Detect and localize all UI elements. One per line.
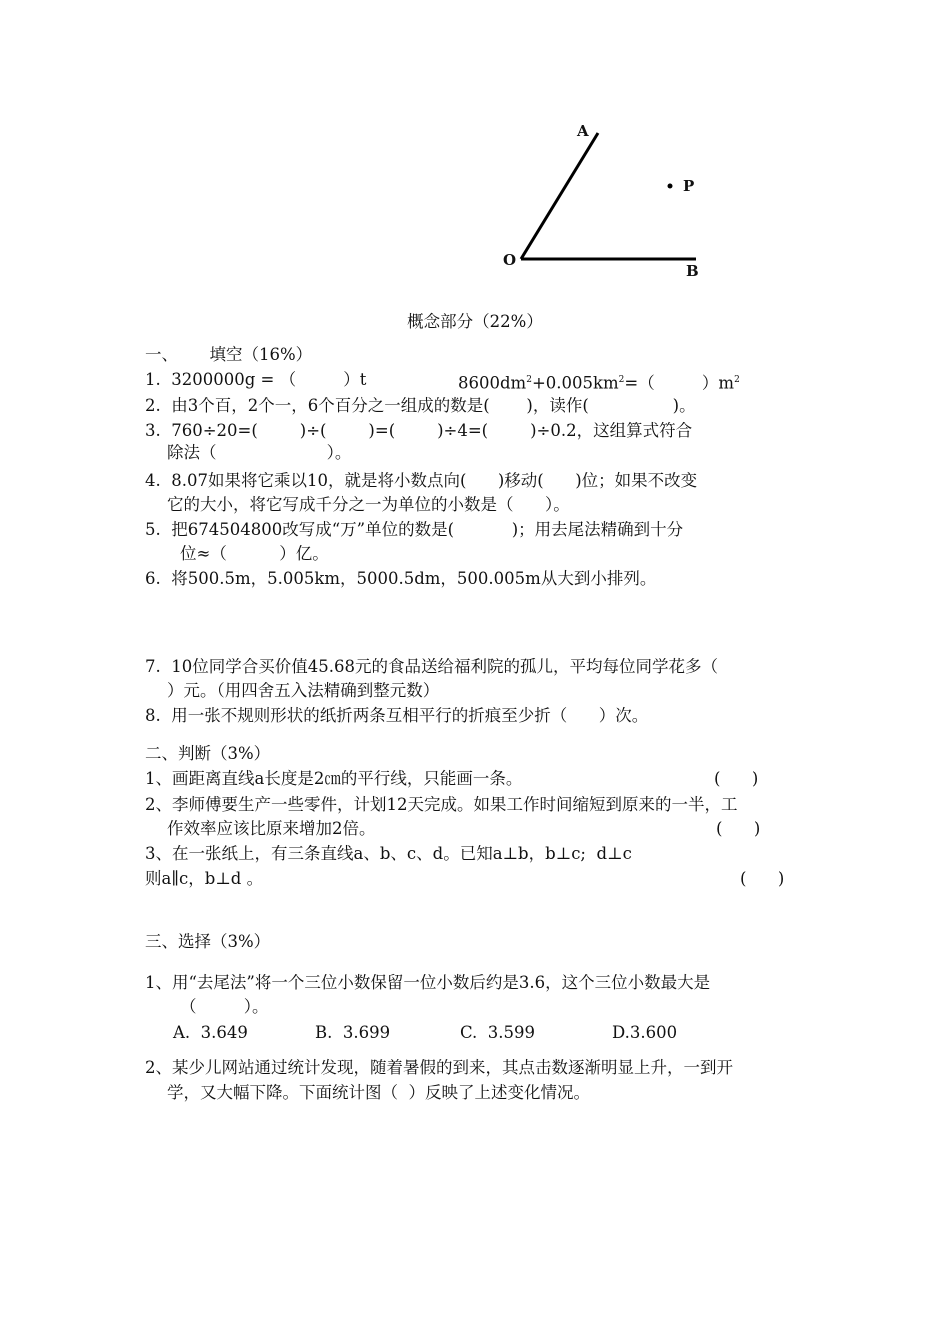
q1-8: 8. 用一张不规则形状的纸折两条互相平行的折痕至少折（ ）次。 [145, 706, 649, 725]
q2-3-paren: ( ) [740, 869, 785, 888]
section-title: 概念部分（22%） [407, 312, 543, 331]
q2-3a: 3、在一张纸上，有三条直线a、b、c、d。已知a⊥b，b⊥c; d⊥c [145, 844, 632, 863]
q1-1b: $8600dm^2+0.005km^2=$（ ）$m^2$ [458, 373, 740, 393]
q3-1-option-d: D.3.600 [612, 1023, 678, 1042]
q1-5a: 5. 把674504800改写成“万”单位的数是( )；用去尾法精确到十分 [145, 520, 684, 539]
part3-heading: 三、选择（3%） [145, 932, 271, 951]
q1-5b: 位≈（ ）亿。 [180, 544, 329, 563]
q3-1-option-c: C. 3.599 [460, 1023, 536, 1042]
q2-1-paren: ( ) [714, 769, 759, 788]
q1-6: 6. 将500.5m，5.005km，5000.5dm，500.005m从大到小排列。 [145, 569, 657, 588]
q3-1-option-a: A. 3.649 [173, 1023, 248, 1042]
q3-1a: 1、用“去尾法”将一个三位小数保留一位小数后约是3.6，这个三位小数最大是 [145, 973, 711, 992]
part1-heading: 一、 填空（16%） [145, 345, 313, 364]
q3-2b: 学，又大幅下降。下面统计图（ ）反映了上述变化情况。 [167, 1083, 590, 1102]
ray-oa [521, 133, 598, 259]
q1-2: 2. 由3个百，2个一，6个百分之一组成的数是( )，读作( )。 [145, 396, 696, 415]
q2-2a: 2、李师傅要生产一些零件，计划12天完成。如果工作时间缩短到原来的一半，工 [145, 795, 738, 814]
angle-figure [490, 115, 710, 285]
point-p [668, 184, 673, 189]
label-o: O [503, 251, 517, 269]
part2-heading: 二、判断（3%） [145, 744, 271, 763]
q2-2-paren: ( ) [716, 819, 761, 838]
q1-4a: 4. 8.07如果将它乘以10，就是将小数点向( )移动( )位；如果不改变 [145, 471, 698, 490]
q3-2a: 2、某少儿网站通过统计发现，随着暑假的到来，其点击数逐渐明显上升，一到开 [145, 1058, 733, 1077]
q2-3b: 则a∥c，b⊥d 。 [145, 869, 264, 888]
q2-2b: 作效率应该比原来增加2倍。 [167, 819, 376, 838]
q1-3b: 除法（ ）。 [167, 443, 352, 462]
q1-7a: 7. 10位同学合买价值45.68元的食品送给福利院的孤儿，平均每位同学花多（ [145, 657, 718, 676]
q1-7b: ）元。（用四舍五入法精确到整元数） [167, 681, 440, 700]
q1-4b: 它的大小，将它写成千分之一为单位的小数是（ ）。 [167, 495, 570, 514]
q3-1-option-b: B. 3.699 [315, 1023, 391, 1042]
label-p: P [683, 177, 695, 195]
q1-3a: 3. 760÷20=( )÷( )=( )÷4=( )÷0.2，这组算式符合 [145, 421, 693, 440]
q3-1b: （ ）。 [180, 997, 269, 1016]
label-a: A [577, 122, 589, 140]
label-b: B [686, 262, 699, 280]
q1-1a: 1. 3200000g = （ ）t [145, 370, 367, 389]
q2-1: 1、画距离直线a长度是2㎝的平行线，只能画一条。 [145, 769, 523, 788]
